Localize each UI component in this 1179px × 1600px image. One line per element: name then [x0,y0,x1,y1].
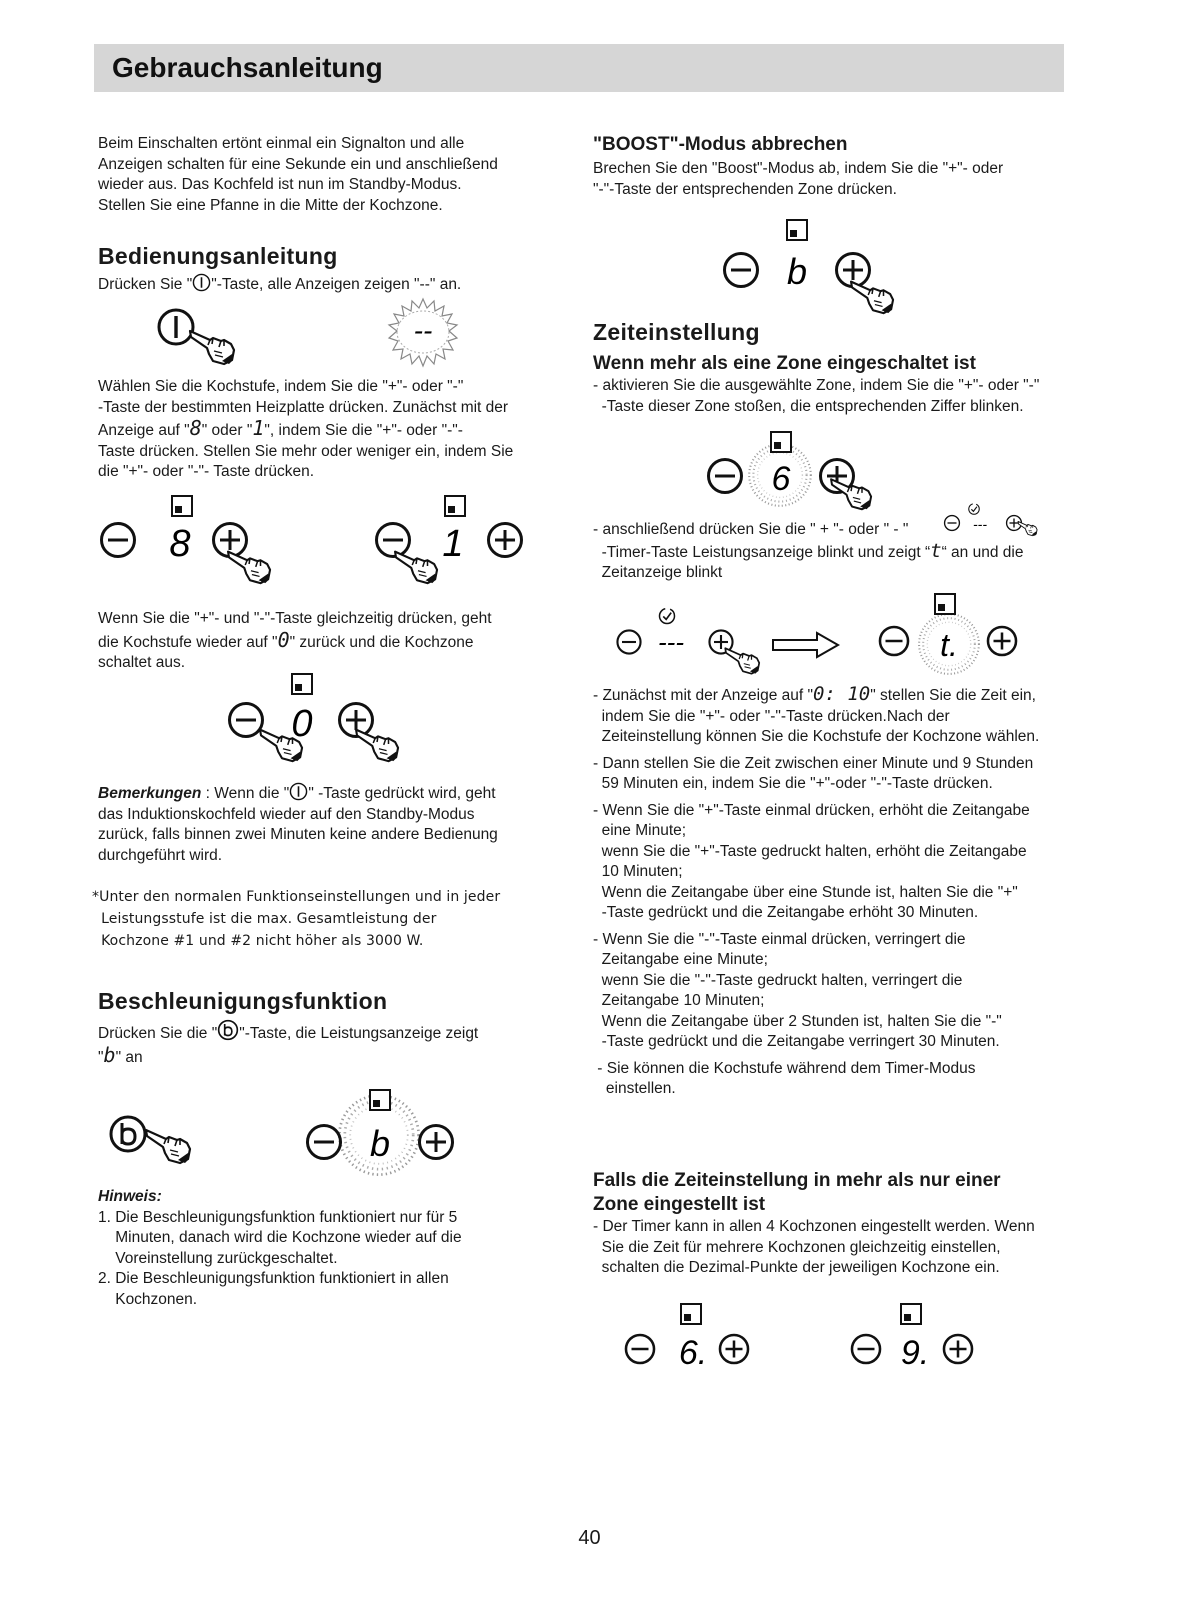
power-icon [159,310,193,344]
level1-figure [373,492,573,592]
plus-button-icon [988,627,1016,655]
zone-select-figure [705,428,885,514]
right-arrow-icon [773,633,838,657]
zone-indicator-icon [771,432,791,452]
digit-8: 8 [169,523,191,565]
operating-section [98,242,568,296]
intro-line: wieder aus. Das Kochfeld ist nun im Standby-Modus. [98,176,462,193]
step3-l2b: " zurück und die Kochzone [289,633,474,651]
multi-zone-line: - Der Timer kann in allen 4 Kochzonen eingestellt werden. Wenn [593,1218,1035,1235]
timer-bullet-line: - Dann stellen Sie die Zeit zwischen einer Minute und 9 Stunden [593,754,1034,772]
hint-line: 1. Die Beschleunigungsfunktion funktioniert nur für 5 [98,1208,458,1226]
intro-text [98,134,568,216]
digit-6: 6 [771,460,791,498]
minus-button-icon [230,704,263,737]
timer-line [593,541,1113,564]
timer-bullet-line: - Wenn Sie die "-"-Taste einmal drücken, verringert die [593,930,966,948]
timer-section [593,318,1113,417]
multi-zone-section [593,1169,1113,1279]
minus-button-icon [945,516,960,531]
minus-button-icon [880,627,908,655]
remark-line: zurück, falls binnen zwei Minuten keine andere Bedienung [98,826,498,843]
timer-line: -Taste dieser Zone stoßen, die entsprechenden Ziffer blinken. [593,397,1024,415]
dash-display-figure [382,296,464,368]
plus-button-icon [489,524,522,557]
timer-b1b: " stellen Sie die Zeit ein, [870,687,1036,704]
digit-1-inline: 1 [252,416,265,440]
boost-cancel-line: "-"-Taste der entsprechenden Zone drücken. [593,180,897,198]
step2-l3a: Anzeige auf " [98,422,190,439]
boost-b-icon [217,1019,239,1041]
timer-bullet-line: Zeiteinstellung können Sie die Kochstufe der Kochzone wählen. [593,728,1040,745]
minus-button-icon [709,460,742,493]
multi-zone-line: Sie die Zeit für mehrere Kochzonen gleichzeitig einstellen, [593,1238,1001,1256]
pointing-hand-icon [725,648,759,674]
remark-label: Bemerkungen [98,785,202,802]
timer-bullet-line: wenn Sie die "-"-Taste gedruckt halten, verringert die [593,971,963,989]
section-title-operating: Bedienungsanleitung [98,243,338,269]
timer-bullet-line: 10 Minuten; [593,863,683,880]
timer-bullet-line: wenn Sie die "+"-Taste gedruckt halten, erhöht die Zeitangabe [593,842,1027,860]
power-icon [289,782,308,801]
boost-l1b: "-Taste, die Leistungsanzeige zeigt [239,1025,479,1042]
timer-line: - aktivieren Sie die ausgewählte Zone, indem Sie die "+"- oder "-" [593,377,1040,394]
step3-line: schaltet aus. [98,654,186,671]
timer-bullet-line: Wenn die Zeitangabe über 2 Stunden ist, halten Sie die "-" [593,1012,1002,1030]
remark-l1b: " -Taste gedrückt wird, geht [308,785,496,802]
timer-clock-icon [969,504,980,515]
zone-indicator-icon [445,496,465,516]
boost-section [98,987,568,1068]
digit-t-inline: t [930,539,942,562]
intro-line: Beim Einschalten ertönt einmal ein Signalton und alle [98,135,465,152]
timer-bullet-line: Zeitangabe 10 Minuten; [593,992,765,1009]
timer-dashes: --- [658,627,684,657]
boost-cancel-section [593,133,1113,200]
pointing-hand-icon [228,552,270,584]
pointing-hand-icon [851,282,893,314]
boost-cancel-figure [721,216,901,320]
level0-figure [226,670,426,770]
timer-bullet-line: indem Sie die "+"- oder "-"-Taste drücken.Nach der [593,707,950,725]
digit-6-dot: 6. [678,1334,708,1372]
section-title-timer: Zeiteinstellung [593,319,760,345]
zone-indicator-icon [370,1090,390,1110]
hint-line: 2. Die Beschleunigungsfunktion funktioniert in allen [98,1270,449,1287]
step2-line: die "+"- oder "-"- Taste drücken. [98,463,315,480]
footnote-line: Kochzone #1 und #2 nicht höher als 3000 W. [92,933,424,949]
zone-indicator-icon [681,1304,701,1324]
pointing-hand-icon [190,331,234,364]
timer-subtitle: Wenn mehr als eine Zone eingeschaltet ist [593,353,976,374]
timer-bullet-line: Wenn die Zeitangabe über eine Stunde ist, halten Sie die "+" [593,883,1018,901]
minus-button-icon [725,254,758,287]
digit-0-inline: 0 [277,627,290,652]
pointing-hand-icon [356,730,398,762]
minus-button-icon [617,630,640,653]
zone-indicator-icon [172,496,192,516]
multi-zone-line: schalten die Dezimal-Punkte der jeweiligen Kochzone ein. [593,1259,1000,1276]
timer-l2c: “ an und die [941,543,1024,561]
timer-bullets [593,684,1113,1100]
timer-bullet-line: Zeitangabe eine Minute; [593,951,768,968]
digit-1: 1 [442,523,464,565]
timer-bullet-line: 59 Minuten ein, indem Sie die "+"-oder "-"-Taste drücken. [593,775,993,792]
boost-display-figure [304,1086,474,1182]
step2-l3b: " oder " [201,422,253,439]
intro-line: Stellen Sie eine Pfanne in die Mitte der Kochzone. [98,196,443,214]
minus-button-icon [377,524,410,557]
step3-text [98,609,568,674]
operating-line-b: "-Taste, alle Anzeigen zeigen "--" an. [211,276,462,293]
step2-line: Taste drücken. Stellen Sie mehr oder weniger ein, indem Sie [98,442,514,460]
remark-line: das Induktionskochfeld wieder auf den Standby-Modus [98,805,475,823]
digit-t: t. [940,627,958,663]
step2-line: Wählen Sie die Kochstufe, indem Sie die "+"- oder "-" [98,378,464,395]
footnote-line: Leistungsstufe ist die max. Gesamtleistung der [92,911,437,927]
zone-indicator-icon [787,220,807,240]
digit-b-inline: b [103,1042,116,1067]
boost-l2a: " [98,1048,104,1066]
page-title: Gebrauchsanleitung [112,52,383,83]
boost-line [98,1042,568,1069]
digit-b: b [369,1123,391,1164]
timer-dashes-small: --- [973,516,987,532]
plus-button-icon [720,1335,748,1363]
timer-line: - anschließend drücken Sie die " + "- oder " - " [593,521,909,538]
hint-title: Hinweis: [98,1188,162,1205]
step2-text [98,377,568,483]
remark-line: durchgeführt wird. [98,846,223,864]
step3-l2a: die Kochstufe wieder auf " [98,633,278,651]
step2-l3c: ", indem Sie die "+"- oder "-"- [264,422,463,439]
hint-line: Minuten, danach wird die Kochzone wieder auf die [98,1229,462,1246]
power-footnote [92,886,562,952]
power-key-figure [156,305,246,373]
remark-l1a: : Wenn die " [201,785,290,802]
minus-button-icon [626,1335,654,1363]
section-title-multi-zone: Falls die Zeiteinstellung in mehr als nur einer [593,1170,1001,1191]
boost-l2b: " an [115,1048,143,1066]
boost-cancel-line: Brechen Sie den "Boost"-Modus ab, indem Sie die "+"- oder [593,160,1004,177]
digit-8-inline: 8 [189,416,202,440]
step2-line: -Taste der bestimmten Heizplatte drücken. Zunächst mit der [98,398,509,416]
power-icon [192,273,211,292]
timer-clock-icon [660,609,675,624]
page-header [94,44,1064,92]
boost-b-icon [111,1117,145,1151]
step2-line [98,418,568,442]
timer-l2b: -Timer-Taste Leistungsanzeige blinkt und zeigt “ [593,543,931,561]
minus-button-icon [852,1335,880,1363]
remark-line [98,782,568,805]
timer-bullet-line: - Sie können die Kochstufe während dem Timer-Modus [593,1059,976,1077]
remark-text [98,782,568,866]
section-title-multi-zone-l2: Zone eingestellt ist [593,1194,766,1215]
plus-button-icon [420,1126,453,1159]
pointing-hand-icon [1018,521,1037,535]
zone6-dot-figure [623,1300,763,1374]
timer-bullet-line [593,684,1113,707]
boost-line [98,1019,568,1045]
intro-line: Anzeigen schalten für eine Sekunde ein und anschließend [98,155,498,173]
zone9-dot-figure [849,1300,989,1374]
operating-line-a: Drücken Sie " [98,276,193,293]
minus-button-icon [308,1126,341,1159]
boost-key-figure [108,1110,208,1170]
timer-bullet-line: - Wenn Sie die "+"-Taste einmal drücken, erhöht die Zeitangabe [593,801,1030,819]
zone-indicator-icon [901,1304,921,1324]
pointing-hand-icon [395,552,437,584]
timer-b1a: - Zunächst mit der Anzeige auf " [593,687,814,704]
step3-line [98,627,568,654]
hint-line: Kochzonen. [98,1290,198,1308]
step3-line: Wenn Sie die "+"- und "-"-Taste gleichzeitig drücken, geht [98,610,492,627]
pointing-hand-icon [146,1130,190,1163]
timer-line: Zeitanzeige blinkt [593,564,723,581]
timer-bullet-line: eine Minute; [593,822,687,839]
boost-l1a: Drücken Sie die " [98,1025,218,1042]
digit-0: 0 [291,703,313,745]
plus-button-icon [944,1335,972,1363]
timer-bullet-line: -Taste gedrückt und die Zeitangabe verringert 30 Minuten. [593,1033,1000,1050]
boost-hints [98,1187,568,1310]
footnote-line: *Unter den normalen Funktionseinstellungen und in jeder [92,889,501,905]
zone-indicator-icon [935,594,955,614]
minus-button-icon [102,524,135,557]
operating-instruction [98,273,568,296]
digit-9-dot: 9. [900,1334,930,1372]
timer-bullet-line: einstellen. [593,1080,676,1097]
timer-activate-figure [615,592,1035,678]
section-title-boost-cancel: "BOOST"-Modus abbrechen [593,134,848,155]
zone-indicator-icon [292,674,312,694]
level8-figure [98,492,298,592]
timer-keys-small-figure [943,502,1043,538]
digit-b: b [786,251,808,292]
dash-display: -- [413,315,433,346]
time-display-inline: 0: 10 [813,683,871,705]
timer-bullet-line: -Taste gedrückt und die Zeitangabe erhöht 30 Minuten. [593,904,979,921]
section-title-boost: Beschleunigungsfunktion [98,988,388,1014]
hint-line: Voreinstellung zurückgeschaltet. [98,1249,338,1267]
page-number: 40 [578,1527,601,1549]
